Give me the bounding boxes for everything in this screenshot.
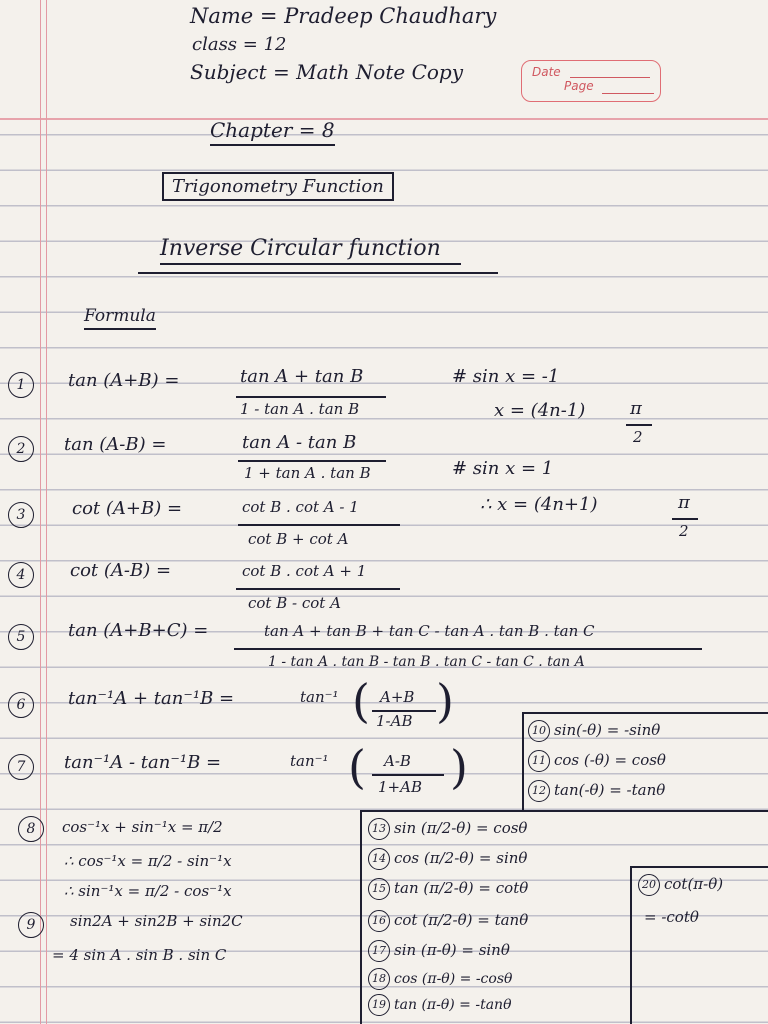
student-name: Name = Pradeep Chaudhary	[190, 4, 497, 28]
subtopic-title: Inverse Circular function	[160, 236, 461, 265]
fraction-bar	[238, 524, 400, 526]
complementary-identity	[368, 910, 528, 932]
formula-denominator: cot B + cot A	[248, 530, 349, 548]
subject-line: Subject = Math Note Copy	[190, 60, 464, 84]
formula-number: 2	[8, 436, 34, 462]
formula-number: 18	[368, 968, 390, 990]
subtopic-underline	[138, 272, 498, 274]
formula-number: 12	[528, 780, 550, 802]
formula-number: 17	[368, 940, 390, 962]
box-border	[522, 712, 524, 810]
formula-number: 13	[368, 818, 390, 840]
formula-denominator: 1 - tan A . tan B - tan B . tan C - tan C . tan A	[268, 654, 585, 670]
formula-denominator: cot B - cot A	[248, 594, 341, 612]
pi-denominator: 2	[633, 428, 643, 446]
chapter-title: Chapter = 8	[210, 118, 335, 146]
identity-text: tan(-θ) = -tanθ	[554, 781, 666, 799]
margin-line	[40, 0, 41, 1024]
complementary-identity	[368, 878, 528, 900]
box-border	[630, 866, 768, 868]
formula-number: 14	[368, 848, 390, 870]
formula-numerator: tan A + tan B	[240, 366, 364, 387]
formula-number: 15	[368, 878, 390, 900]
sin-note-equation: # sin x = -1	[452, 366, 560, 387]
formula-number: 16	[368, 910, 390, 932]
identity-text: cos (-θ) = cosθ	[554, 751, 666, 769]
column-divider	[360, 810, 362, 1024]
formula-number: 11	[528, 750, 550, 772]
fraction-bar	[238, 460, 386, 462]
formula-denominator: 1+AB	[378, 778, 422, 796]
formula-lhs: tan (A+B) =	[68, 370, 180, 391]
identity-text: cot (π/2-θ) = tanθ	[394, 911, 529, 929]
paren-open: (	[352, 674, 370, 728]
formula-number: 4	[8, 562, 34, 588]
formula-denominator: 1 - tan A . tan B	[240, 400, 360, 418]
formula-number: 6	[8, 692, 34, 718]
fraction-bar	[236, 396, 386, 398]
formula-line: ∴ sin⁻¹x = π/2 - cos⁻¹x	[64, 882, 232, 900]
formula-lhs: tan⁻¹A - tan⁻¹B =	[64, 752, 222, 773]
formula-number: 8	[18, 816, 44, 842]
section-divider	[360, 810, 768, 812]
formula-line: sin2A + sin2B + sin2C	[70, 912, 243, 930]
formula-denominator: 1-AB	[376, 712, 413, 730]
date-page-box	[521, 60, 661, 102]
column-divider	[630, 866, 632, 1024]
identity-text: sin (π-θ) = sinθ	[394, 941, 510, 959]
formula-numerator: tan A + tan B + tan C - tan A . tan B . tan C	[264, 622, 595, 640]
margin-line	[46, 0, 47, 1024]
formula-heading: Formula	[84, 306, 156, 330]
formula-number: 20	[638, 874, 660, 896]
formula-numerator: A-B	[384, 752, 411, 770]
inverse-tan: tan⁻¹	[290, 752, 329, 770]
page-label: Page	[564, 79, 594, 93]
box-border	[522, 712, 768, 714]
negative-angle-identity	[528, 750, 666, 772]
identity-text: cos (π-θ) = -cosθ	[394, 971, 513, 987]
identity-text: cot(π-θ)	[664, 875, 724, 893]
formula-numerator: tan A - tan B	[242, 432, 357, 453]
identity-text: cos (π/2-θ) = sinθ	[394, 849, 528, 867]
complementary-identity	[368, 848, 527, 870]
fraction-bar	[626, 424, 652, 426]
identity-text: tan (π/2-θ) = cotθ	[394, 879, 529, 897]
complementary-identity	[368, 968, 512, 990]
formula-numerator: cot B . cot A - 1	[242, 498, 359, 516]
identity-text: sin(-θ) = -sinθ	[554, 721, 661, 739]
header-rule	[0, 118, 768, 120]
pi-numerator: π	[630, 398, 642, 419]
sin-note-equation: # sin x = 1	[452, 458, 554, 479]
sin-note-solution: ∴ x = (4n+1)	[480, 494, 598, 515]
formula-lhs: tan⁻¹A + tan⁻¹B =	[68, 688, 235, 709]
fraction-bar	[234, 648, 702, 650]
topic-title: Trigonometry Function	[162, 172, 394, 201]
date-underline	[570, 77, 650, 78]
formula-number: 9	[18, 912, 44, 938]
formula-line: = 4 sin A . sin B . sin C	[52, 946, 227, 964]
formula-20	[638, 874, 723, 896]
student-class: class = 12	[192, 34, 287, 55]
formula-numerator: cot B . cot A + 1	[242, 562, 367, 580]
formula-number: 19	[368, 994, 390, 1016]
formula-lhs: cot (A+B) =	[72, 498, 183, 519]
formula-lhs: tan (A+B+C) =	[68, 620, 209, 641]
formula-number: 5	[8, 624, 34, 650]
formula-lhs: tan (A-B) =	[64, 434, 167, 455]
formula-number: 10	[528, 720, 550, 742]
formula-lhs: cot (A-B) =	[70, 560, 172, 581]
formula-line: ∴ cos⁻¹x = π/2 - sin⁻¹x	[64, 852, 232, 870]
complementary-identity	[368, 940, 510, 962]
fraction-bar	[236, 588, 400, 590]
formula-number: 1	[8, 372, 34, 398]
formula-number: 7	[8, 754, 34, 780]
complementary-identity	[368, 994, 512, 1016]
formula-number: 3	[8, 502, 34, 528]
pi-denominator: 2	[679, 522, 689, 540]
formula-line: = -cotθ	[644, 908, 699, 926]
negative-angle-identity	[528, 780, 665, 802]
formula-numerator: A+B	[380, 688, 415, 706]
date-label: Date	[532, 65, 561, 79]
sin-note-solution: x = (4n-1)	[494, 400, 586, 421]
paren-close: )	[450, 740, 468, 794]
pi-numerator: π	[678, 492, 690, 513]
inverse-tan: tan⁻¹	[300, 688, 339, 706]
formula-line: cos⁻¹x + sin⁻¹x = π/2	[62, 818, 223, 836]
fraction-bar	[372, 774, 444, 776]
identity-text: sin (π/2-θ) = cosθ	[394, 819, 528, 837]
complementary-identity	[368, 818, 527, 840]
formula-denominator: 1 + tan A . tan B	[244, 464, 371, 482]
paren-close: )	[436, 674, 454, 728]
page-underline	[602, 93, 654, 94]
identity-text: tan (π-θ) = -tanθ	[394, 997, 512, 1013]
paren-open: (	[348, 740, 366, 794]
fraction-bar	[672, 518, 698, 520]
negative-angle-identity	[528, 720, 660, 742]
